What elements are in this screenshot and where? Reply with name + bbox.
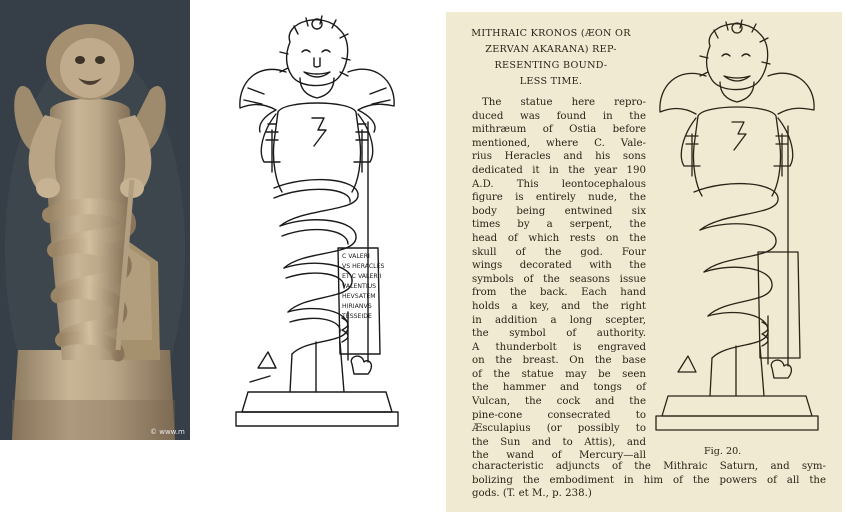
heading-line: ZERVAN AKARANA) REP- xyxy=(485,44,617,55)
body-line: mentioned, where C. Vale- xyxy=(472,137,646,149)
body-line: times by a serpent, the xyxy=(472,219,646,231)
line-drawing-illustration xyxy=(228,12,406,442)
inscription-line: HIRIANVS xyxy=(342,303,372,310)
inscription-line: VALENTIUS xyxy=(342,283,377,290)
body-line: of the statue may be seen xyxy=(472,368,646,380)
body-line: figure is entirely nude, the xyxy=(472,192,646,204)
bottom-line: gods. (T. et M., p. 238.) xyxy=(472,488,592,500)
bottom-line: bolizing the embodiment in him of the powers of all the xyxy=(472,474,826,486)
body-line: the hammer and tongs of xyxy=(472,382,646,394)
page-figure-illustration xyxy=(650,18,822,442)
page-heading xyxy=(466,26,636,90)
body-line: rius Heracles and his sons xyxy=(472,151,646,163)
heading-line: RESENTING BOUND- xyxy=(494,60,608,71)
body-line: skull of the god. Four xyxy=(472,246,646,258)
inscription-line: ET C VALERII xyxy=(342,273,382,280)
book-page-scan xyxy=(446,12,842,512)
body-line: from the back. Each hand xyxy=(472,287,646,299)
body-line: symbols of the seasons issue xyxy=(472,273,646,285)
inscription-line: HEVSATEM xyxy=(342,293,376,300)
body-line: A thunderbolt is engraved xyxy=(472,341,646,353)
body-line: in addition a long scepter, xyxy=(472,314,646,326)
inscription-line: C VALERI xyxy=(342,253,370,260)
body-line: the symbol of authority. xyxy=(472,328,646,340)
heading-line: MITHRAIC KRONOS (ÆON OR xyxy=(471,28,631,39)
statue-photo-illustration xyxy=(0,0,190,440)
body-line: Æsculapius (or possibly to xyxy=(472,423,646,435)
body-line: holds a key, and the right xyxy=(472,300,646,312)
inscription-line: TESSEIDE xyxy=(342,313,372,320)
body-line: The statue here repro- xyxy=(482,97,646,108)
heading-line: LESS TIME. xyxy=(519,76,583,87)
photo-watermark: © www.m xyxy=(150,428,185,436)
body-line: pine-cone consecrated to xyxy=(472,409,646,421)
body-line: on the breast. On the base xyxy=(472,355,646,367)
body-line: duced was found in the xyxy=(472,110,646,122)
inscription-line: VS HERACLES xyxy=(342,263,385,270)
statue-photograph xyxy=(0,0,190,440)
body-line: dedicated it in the year 190 xyxy=(472,164,646,176)
bottom-line: characteristic adjuncts of the Mithraic Saturn, and sym- xyxy=(472,461,826,472)
statue-line-drawing xyxy=(228,12,406,442)
body-line: head of which rests on the xyxy=(472,232,646,244)
body-line: the Sun and to Attis), and xyxy=(472,436,646,448)
body-line: Vulcan, the cock and the xyxy=(472,396,646,408)
figure-caption: Fig. 20. xyxy=(704,446,742,457)
body-line: the wand of Mercury—all xyxy=(472,450,646,462)
page-body-text xyxy=(472,96,646,463)
body-line: body being entwined six xyxy=(472,205,646,217)
body-line: A.D. This leontocephalous xyxy=(472,178,646,190)
body-line: mithræum of Ostia before xyxy=(472,124,646,136)
body-line: wings decorated with the xyxy=(472,260,646,272)
page-bottom-text xyxy=(472,460,826,501)
